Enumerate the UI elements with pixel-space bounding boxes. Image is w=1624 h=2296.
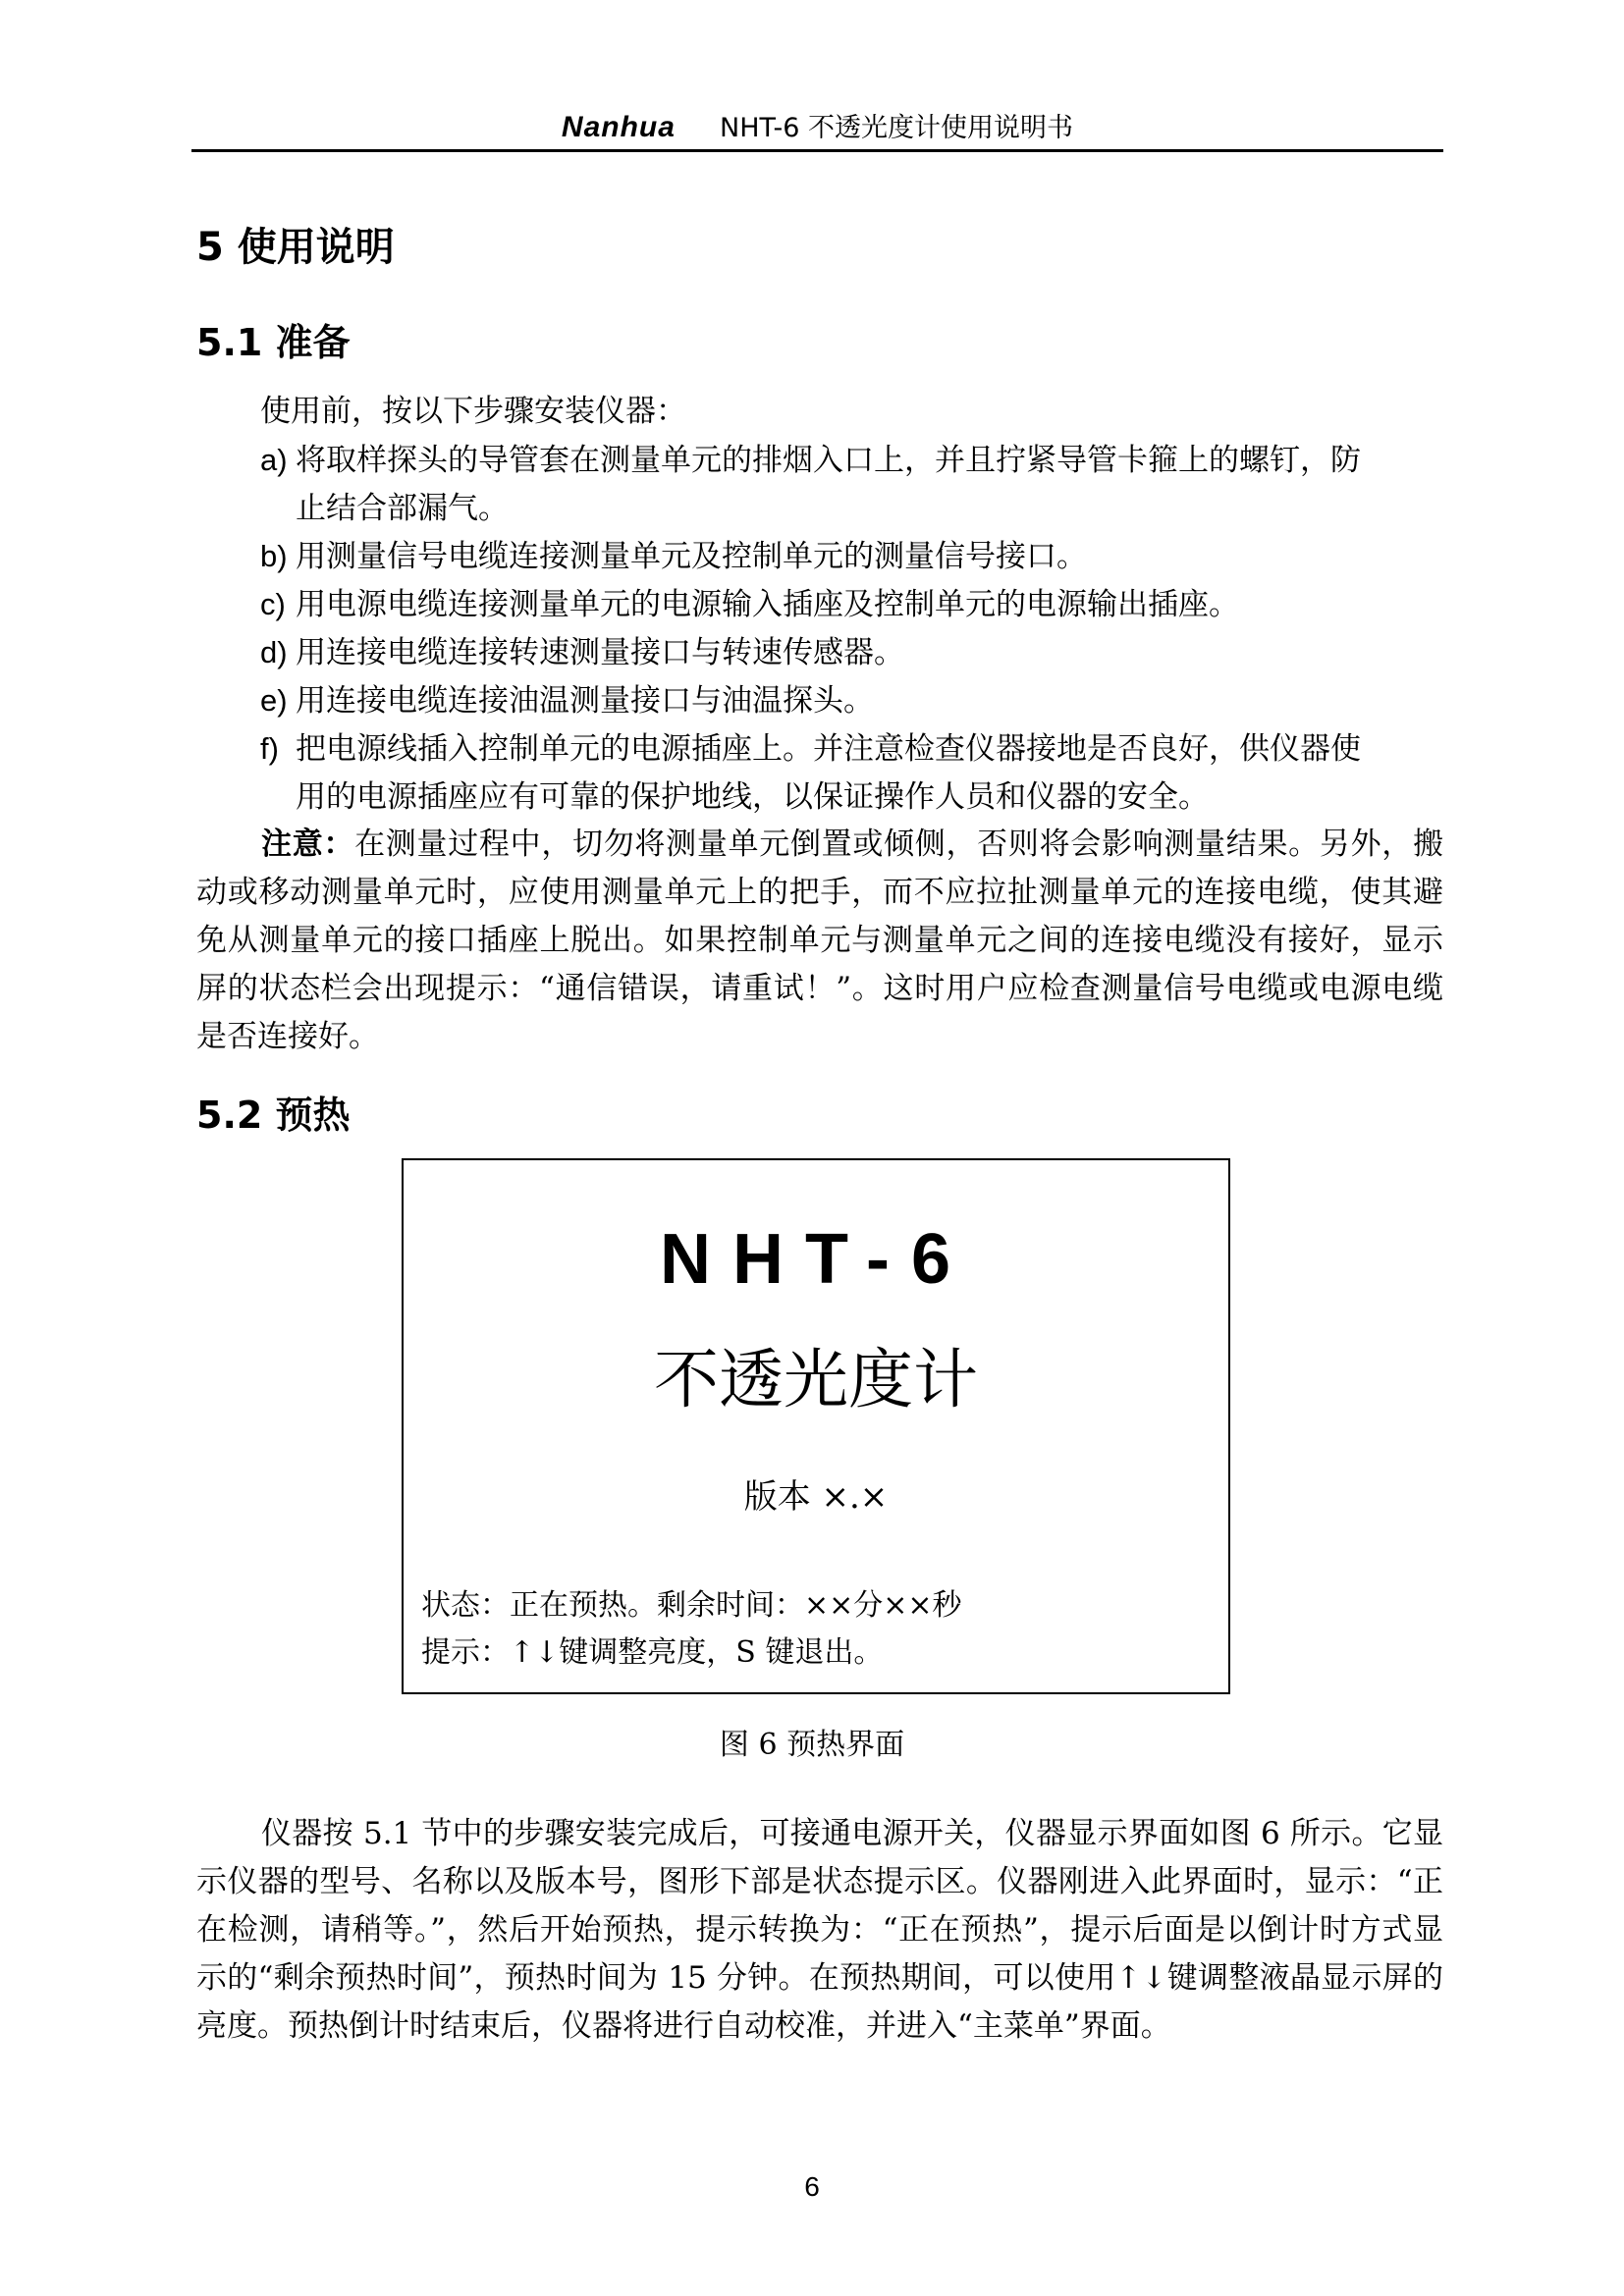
device-version: 版本 ×.×	[743, 1477, 889, 1517]
step-label: f)	[260, 731, 279, 766]
step-label: a)	[260, 443, 288, 477]
step-text-continued: 止结合部漏气。	[296, 491, 509, 526]
status-line: 状态：正在预热。剩余时间：××分××秒	[421, 1588, 962, 1623]
step-text: 用连接电缆连接转速测量接口与转速传感器。	[296, 635, 904, 670]
step-a	[260, 436, 1443, 533]
brand-logo: Nanhua	[561, 111, 676, 143]
page-number: 6	[804, 2171, 820, 2202]
page-header	[191, 106, 1443, 152]
step-d	[260, 628, 1443, 677]
device-name: 不透光度计	[654, 1342, 978, 1417]
step-text: 用电源电缆连接测量单元的电源输入插座及控制单元的电源输出插座。	[296, 587, 1239, 622]
step-text: 用测量信号电缆连接测量单元及控制单元的测量信号接口。	[296, 539, 1087, 574]
hint-line: 提示：↑↓键调整亮度，S 键退出。	[421, 1635, 884, 1670]
warmup-screen-figure	[402, 1158, 1230, 1694]
step-label: b)	[260, 539, 288, 573]
step-label: c)	[260, 587, 286, 621]
step-text: 用连接电缆连接油温测量接口与油温探头。	[296, 683, 874, 719]
header-title: NHT-6 不透光度计使用说明书	[720, 113, 1074, 143]
step-text: 将取样探头的导管套在测量单元的排烟入口上，并且拧紧导管卡箍上的螺钉，防	[296, 443, 1361, 478]
step-text: 把电源线插入控制单元的电源插座上。并注意检查仪器接地是否良好，供仪器使	[296, 731, 1361, 767]
step-b	[260, 532, 1443, 581]
step-c	[260, 580, 1443, 629]
figure-caption: 图 6 预热界面	[719, 1728, 905, 1762]
section-5-title: 5 使用说明	[196, 225, 395, 270]
section-5-2-title: 5.2 预热	[196, 1094, 351, 1137]
warmup-paragraph: 仪器按 5.1 节中的步骤安装完成后，可接通电源开关，仪器显示界面如图 6 所示。它显示仪器的型号、名称以及版本号，图形下部是状态提示区。仪器刚进入此界面时，显示：“正在检测，请稍等。”，然后开始预热，提示转换为：“正在预热”，提示后面是以倒计时方式显示的“剩余预热时间”，预热时间为 15 分钟。在预热期间，可以使用↑↓键调整液晶显示屏的亮度。预热倒计时结束后，仪器将进行自动校准，并进入“主菜单”界面。	[196, 1816, 1443, 2044]
prep-intro: 使用前，按以下步骤安装仪器：	[260, 394, 686, 429]
status-area	[421, 1582, 962, 1677]
device-model: NHT-6	[659, 1220, 973, 1299]
note-label: 注意：	[261, 827, 355, 862]
section-5-1-title: 5.1 准备	[196, 321, 351, 364]
step-label: e)	[260, 683, 288, 718]
step-label: d)	[260, 635, 288, 669]
step-f	[260, 724, 1443, 822]
step-text-continued: 用的电源插座应有可靠的保护地线，以保证操作人员和仪器的安全。	[296, 779, 1209, 815]
step-e	[260, 676, 1443, 725]
note-text: 在测量过程中，切勿将测量单元倒置或倾侧，否则将会影响测量结果。另外，搬动或移动测量单元时，应使用测量单元上的把手，而不应拉扯测量单元的连接电缆，使其避免从测量单元的接口插座上脱出。如果控制单元与测量单元之间的连接电缆没有接好，显示屏的状态栏会出现提示：“通信错误，请重试！”。这时用户应检查测量信号电缆或电源电缆是否连接好。	[196, 827, 1443, 1054]
prep-note	[196, 821, 1443, 1061]
